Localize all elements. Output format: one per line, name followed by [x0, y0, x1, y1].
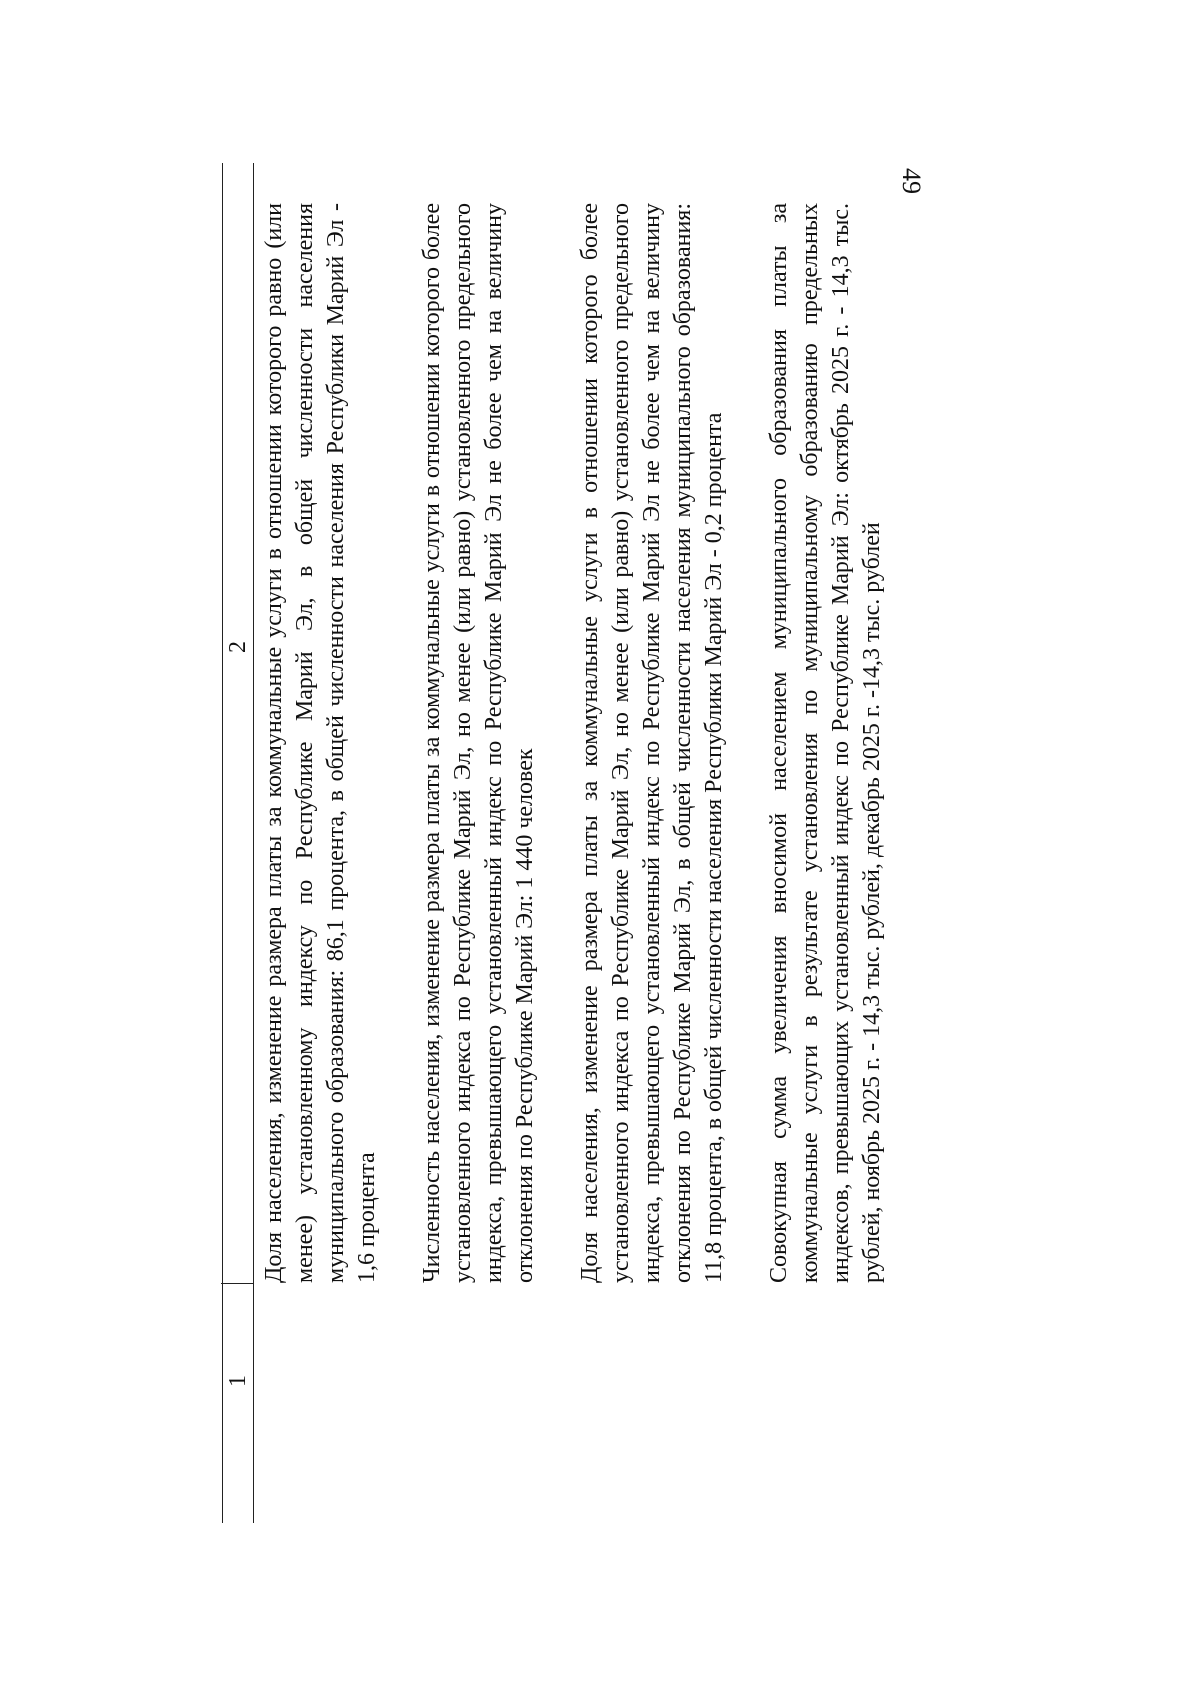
paragraph-total-payment-increase: Совокупная сумма увеличения вносимой населением муниципального образования платы за коммунальные услуги в результате установления по муниципальному образованию предельных индексов, превышающих установленный индекс по Республике Марий Эл: октябрь 2025 г. - 14,3 тыс. рублей, ноябрь 2025 г. - 14,3 тыс. рублей, декабрь 2025 г. -14,3 тыс. рублей: [766, 203, 885, 1283]
column-header-1: 1: [225, 1375, 251, 1387]
paragraph-population-share-within-index: Доля населения, изменение размера платы за коммунальные услуги в отношении которого равно (или менее) установленному индексу по Республике Марий Эл, в общей численности населения муниципального образования: 86,1 процента, в общей численности населения Республики Марий Эл - 1,6 процента: [261, 203, 380, 1283]
column-2-content: [259, 203, 1009, 1283]
column-header-2: 2: [225, 641, 251, 653]
paragraph-population-share-above-index: Доля населения, изменение размера платы за коммунальные услуги в отношении которого более установленного индекса по Республике Марий Эл, но менее (или равно) установленного предельного индекса, превышающего установленный индекс по Республике Марий Эл не более чем на величину отклонения по Республике Марий Эл, в общей численности населения муниципального образования: 11,8 процента, в общей численности населения Республики Марий Эл - 0,2 процента: [577, 203, 727, 1283]
paragraph-population-count-above-index: Численность населения, изменение размера платы за коммунальные услуги в отношении которого более установленного индекса по Республике Марий Эл, но менее (или равно) установленного предельного индекса, превышающего установленный индекс по Республике Марий Эл не более чем на величину отклонения по Республике Марий Эл: 1 440 человек: [419, 203, 538, 1283]
table-header-line: [253, 163, 254, 1523]
column-divider: [221, 1283, 254, 1284]
rotated-table: [219, 163, 1009, 1523]
page-number: 49: [897, 168, 926, 194]
table-top-line: [222, 163, 223, 1523]
